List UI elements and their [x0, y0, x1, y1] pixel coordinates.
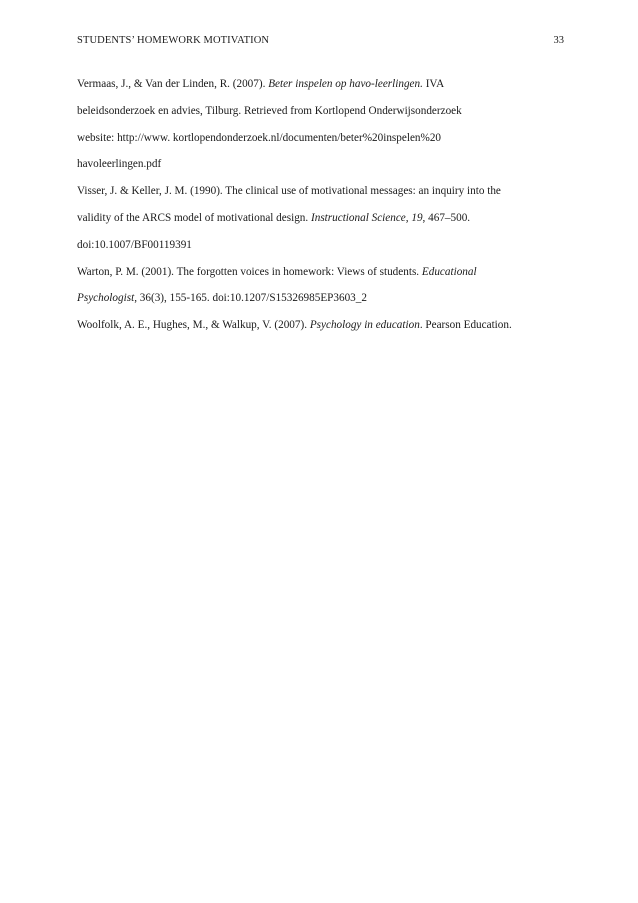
- running-head: STUDENTS’ HOMEWORK MOTIVATION: [77, 35, 270, 46]
- reference-woolfolk: [77, 312, 567, 339]
- reference-line: Psychologist, 36(3), 155-165. doi:10.1207/S15326985EP3603_2: [77, 292, 367, 305]
- journal-title: Educational: [421, 265, 477, 278]
- reference-url: website: http://www. kortlopendonderzoek.nl/documenten/beter%20inspelen%20: [77, 131, 442, 144]
- journal-title: Instructional Science, 19: [311, 211, 423, 224]
- reference-vermaas: [77, 71, 567, 178]
- reference-warton: [77, 259, 567, 313]
- reference-line: validity of the ARCS model of motivational design. Instructional Science, 19, 467–500.: [77, 211, 471, 224]
- journal-title: Psychologist: [77, 292, 135, 305]
- reference-line: beleidsonderzoek en advies, Tilburg. Retrieved from Kortlopend Onderwijsonderzoek: [77, 104, 462, 117]
- reference-list: [77, 71, 567, 339]
- work-title: Psychology in education: [309, 319, 420, 332]
- page-number: 33: [553, 35, 564, 46]
- reference-line: Vermaas, J., & Van der Linden, R. (2007). Beter inspelen op havo-leerlingen. IVA: [77, 78, 445, 90]
- reference-doi: doi:10.1007/BF00119391: [77, 238, 192, 251]
- reference-line: Woolfolk, A. E., Hughes, M., & Walkup, V. (2007). Psychology in education. Pearson Education.: [77, 319, 512, 332]
- reference-url: havoleerlingen.pdf: [77, 158, 162, 171]
- reference-visser: [77, 178, 567, 258]
- reference-line: Visser, J. & Keller, J. M. (1990). The clinical use of motivational messages: an inquiry into the: [77, 185, 501, 198]
- work-title: Beter inspelen op havo-leerlingen.: [268, 78, 423, 90]
- reference-line: Warton, P. M. (2001). The forgotten voices in homework: Views of students. Educational: [77, 265, 477, 278]
